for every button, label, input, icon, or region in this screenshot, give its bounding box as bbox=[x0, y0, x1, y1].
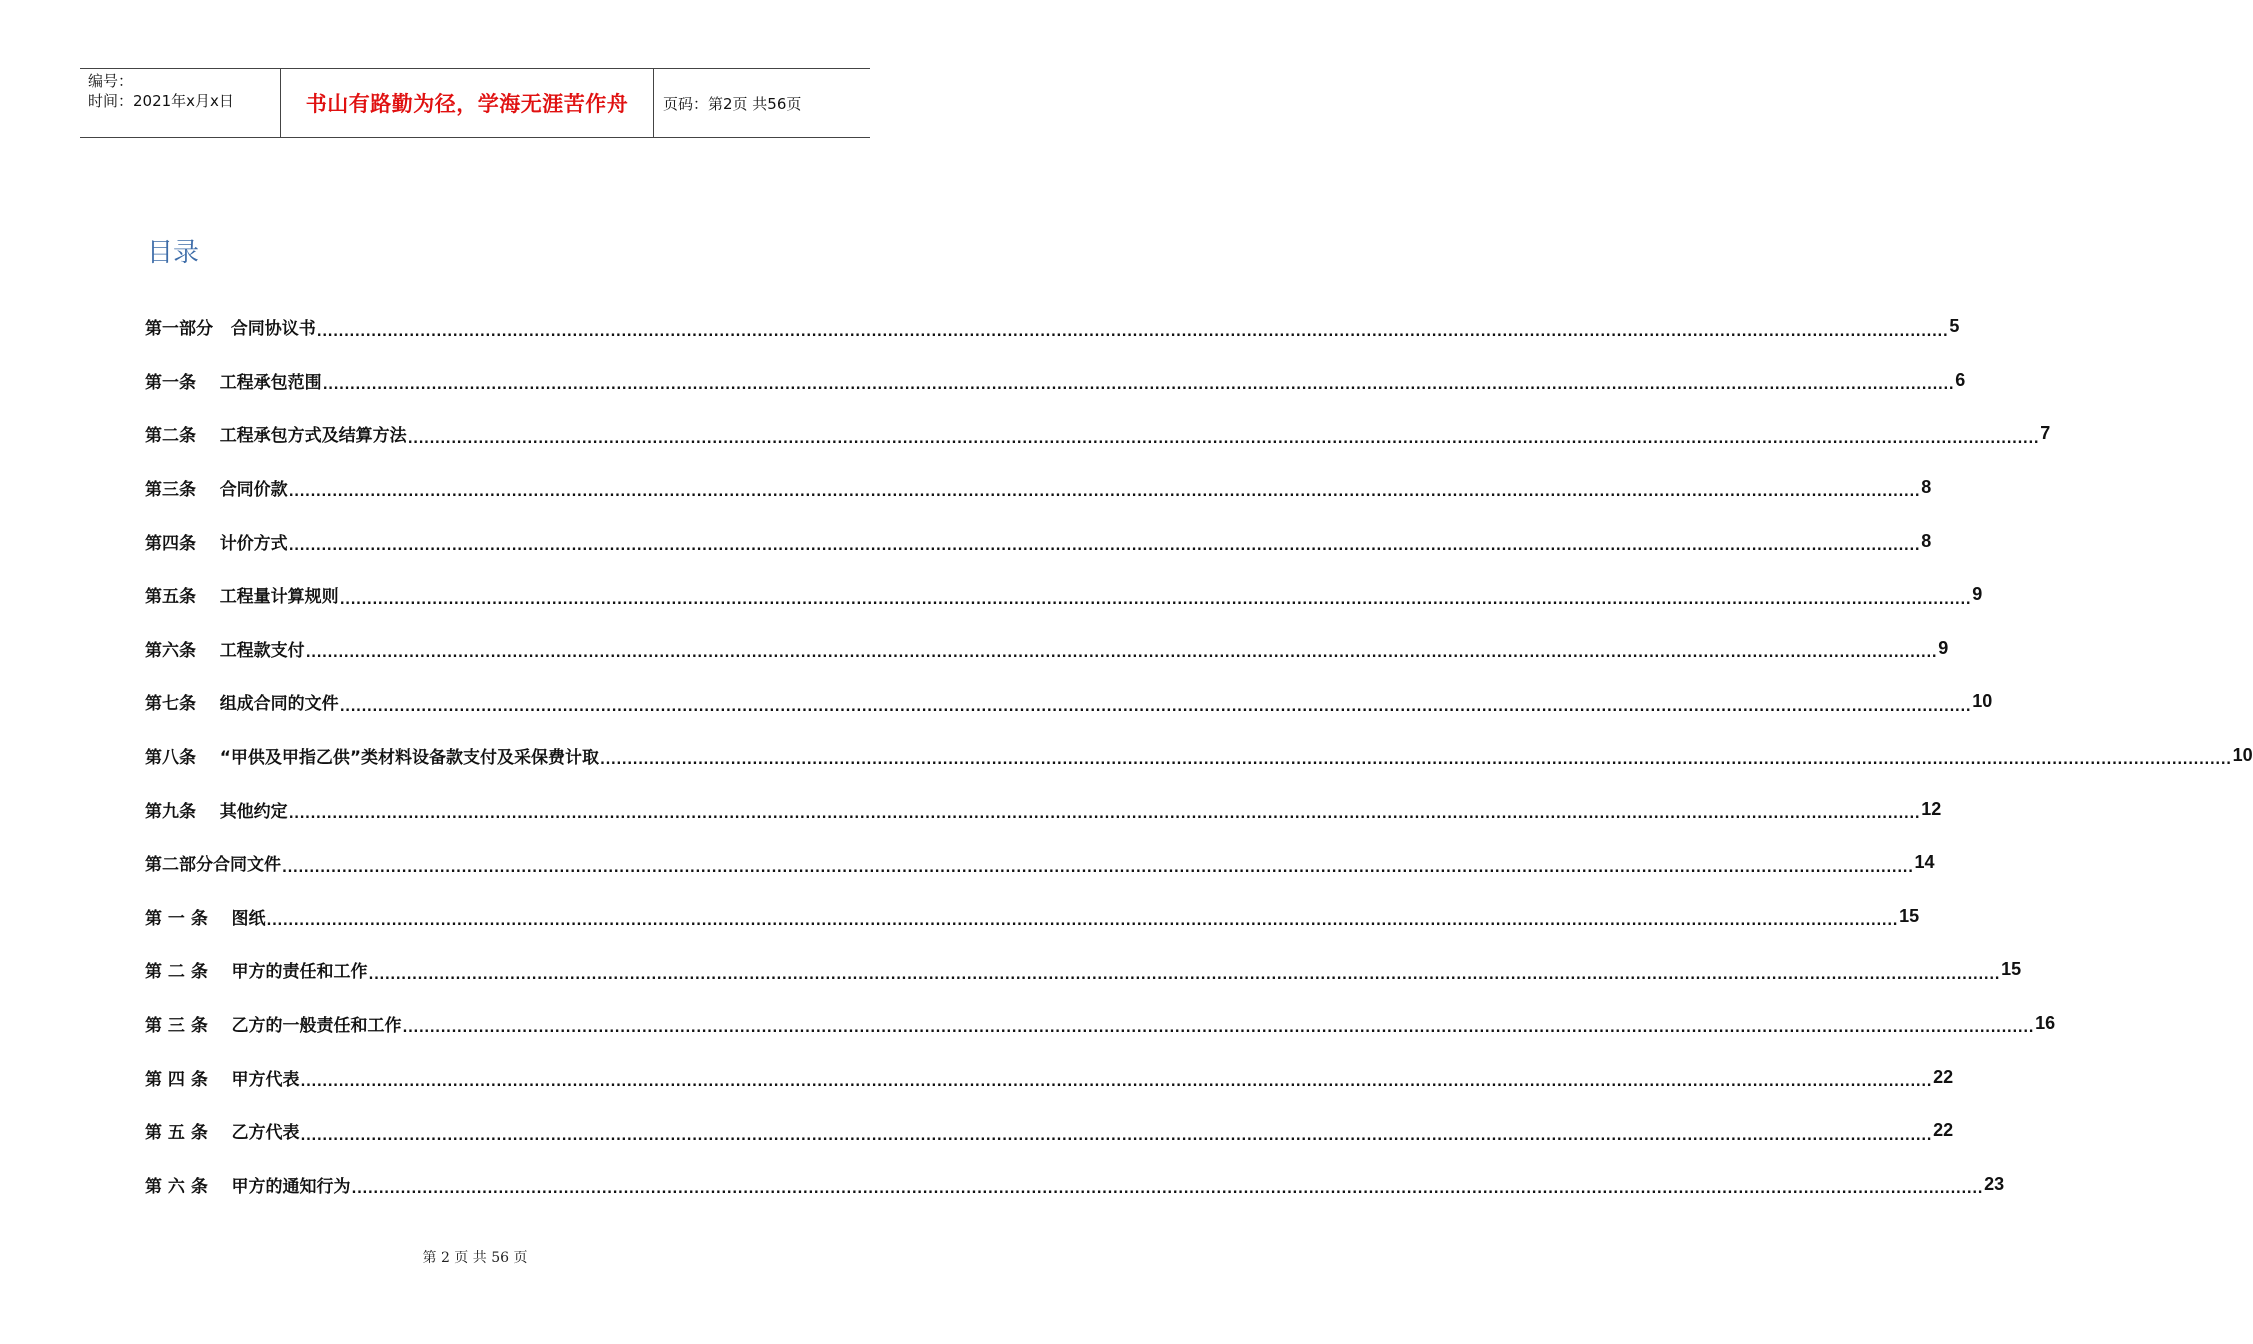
toc-dot-leader: ............................................................................................................................................................................................................................................................................................................ bbox=[351, 1182, 1984, 1198]
toc-entry-number: 第五条 bbox=[145, 587, 196, 608]
number-label: 编号： bbox=[88, 72, 134, 90]
toc-entry-page: 14 bbox=[1914, 852, 1935, 873]
toc-dot-leader: ............................................................................................................................................................................................................................................................................................................ bbox=[288, 485, 1921, 501]
toc-entry[interactable] bbox=[145, 407, 2051, 461]
toc-entry-title: 甲方代表 bbox=[231, 1069, 300, 1090]
toc-entry-number: 第二条 bbox=[145, 426, 196, 447]
toc-entry-page: 9 bbox=[1972, 584, 1983, 605]
toc-entry[interactable] bbox=[145, 568, 1983, 622]
toc-entry-page: 12 bbox=[1921, 798, 1942, 819]
toc-dot-leader: ............................................................................................................................................................................................................................................................................................................ bbox=[266, 914, 1899, 930]
toc-entry-page: 5 bbox=[1949, 316, 1960, 337]
toc-entry-page: 22 bbox=[1933, 1066, 1954, 1087]
toc-dot-leader: ............................................................................................................................................................................................................................................................................................................ bbox=[300, 1128, 1933, 1144]
toc-entry-title: 工程承包范围 bbox=[219, 372, 322, 393]
toc-entry[interactable] bbox=[145, 943, 2022, 997]
toc-entry[interactable] bbox=[145, 514, 1932, 568]
toc-entry-page: 10 bbox=[2232, 745, 2253, 766]
toc-dot-leader: ............................................................................................................................................................................................................................................................................................................ bbox=[339, 699, 1972, 715]
toc-entry-page: 16 bbox=[2035, 1013, 2056, 1034]
toc-entry[interactable] bbox=[145, 729, 2253, 783]
toc-entry-page: 9 bbox=[1938, 637, 1949, 658]
toc-dot-leader: ............................................................................................................................................................................................................................................................................................................ bbox=[288, 538, 1921, 554]
toc-entry-title: 工程承包方式及结算方法 bbox=[219, 426, 407, 447]
table-of-contents bbox=[145, 300, 2253, 1211]
toc-dot-leader: ............................................................................................................................................................................................................................................................................................................ bbox=[300, 1074, 1933, 1090]
toc-dot-leader: ............................................................................................................................................................................................................................................................................................................ bbox=[282, 860, 1914, 876]
toc-entry-number: 第一部分 bbox=[145, 319, 213, 340]
toc-entry-number: 第 四 条 bbox=[145, 1069, 208, 1090]
toc-dot-leader: ............................................................................................................................................................................................................................................................................................................ bbox=[339, 592, 1972, 608]
time-label: 时间：2021年x月x日 bbox=[88, 92, 234, 110]
toc-entry[interactable] bbox=[145, 782, 1942, 836]
toc-entry-title: 工程款支付 bbox=[219, 640, 305, 661]
page-header bbox=[80, 68, 870, 138]
toc-entry-number: 第 二 条 bbox=[145, 962, 208, 983]
toc-entry-number: 第 三 条 bbox=[145, 1016, 208, 1037]
toc-entry[interactable] bbox=[145, 675, 1993, 729]
toc-entry-page: 15 bbox=[1899, 905, 1920, 926]
toc-entry-title: “甲供及甲指乙供”类材料设备款支付及采保费计取 bbox=[219, 748, 600, 769]
toc-entry-number: 第二部分合同文件 bbox=[145, 855, 281, 876]
toc-entry-page: 8 bbox=[1921, 530, 1932, 551]
toc-entry-page: 22 bbox=[1933, 1120, 1954, 1141]
toc-dot-leader: ............................................................................................................................................................................................................................................................................................................ bbox=[288, 806, 1921, 822]
toc-entry-page: 7 bbox=[2040, 423, 2051, 444]
toc-entry-page: 23 bbox=[1984, 1173, 2005, 1194]
toc-entry-number: 第七条 bbox=[145, 694, 196, 715]
toc-entry-page: 10 bbox=[1972, 691, 1993, 712]
toc-entry-title: 图纸 bbox=[231, 908, 266, 929]
toc-entry[interactable] bbox=[145, 300, 1960, 354]
toc-entry-title: 合同价款 bbox=[219, 480, 288, 501]
header-left-cell bbox=[80, 69, 281, 137]
toc-entry-title: 组成合同的文件 bbox=[219, 694, 339, 715]
toc-entry-number: 第九条 bbox=[145, 801, 196, 822]
toc-entry[interactable] bbox=[145, 1104, 1954, 1158]
toc-entry-number: 第 五 条 bbox=[145, 1123, 208, 1144]
toc-entry[interactable] bbox=[145, 461, 1932, 515]
toc-entry-number: 第 六 条 bbox=[145, 1176, 208, 1197]
toc-entry-page: 15 bbox=[2001, 959, 2022, 980]
toc-entry-title: 合同协议书 bbox=[230, 319, 316, 340]
toc-entry-number: 第六条 bbox=[145, 640, 196, 661]
toc-entry[interactable] bbox=[145, 622, 1949, 676]
toc-entry[interactable] bbox=[145, 354, 1966, 408]
page-footer: 第 2 页 共 56 页 bbox=[422, 1250, 528, 1266]
toc-entry-title: 工程量计算规则 bbox=[219, 587, 339, 608]
toc-entry-title: 计价方式 bbox=[219, 533, 288, 554]
toc-title: 目录 bbox=[147, 238, 200, 268]
toc-dot-leader: ............................................................................................................................................................................................................................................................................................................ bbox=[305, 646, 1938, 662]
toc-dot-leader: ............................................................................................................................................................................................................................................................................................................ bbox=[368, 967, 2001, 983]
toc-entry-page: 8 bbox=[1921, 477, 1932, 498]
toc-entry-title: 乙方代表 bbox=[231, 1123, 300, 1144]
toc-entry-title: 甲方的责任和工作 bbox=[231, 962, 368, 983]
toc-dot-leader: ............................................................................................................................................................................................................................................................................................................ bbox=[316, 324, 1949, 340]
toc-entry-number: 第 一 条 bbox=[145, 908, 208, 929]
toc-entry-number: 第一条 bbox=[145, 372, 196, 393]
toc-entry[interactable] bbox=[145, 997, 2056, 1051]
toc-entry[interactable] bbox=[145, 1158, 2005, 1212]
header-page-info: 页码：第2页 共56页 bbox=[663, 94, 802, 113]
toc-entry-number: 第八条 bbox=[145, 748, 196, 769]
header-motto: 书山有路勤为径，学海无涯苦作舟 bbox=[281, 69, 654, 137]
toc-entry-title: 甲方的通知行为 bbox=[231, 1176, 351, 1197]
toc-entry[interactable] bbox=[145, 1050, 1954, 1104]
toc-dot-leader: ............................................................................................................................................................................................................................................................................................................ bbox=[600, 753, 2232, 769]
toc-dot-leader: ............................................................................................................................................................................................................................................................................................................ bbox=[402, 1021, 2035, 1037]
toc-entry[interactable] bbox=[145, 890, 1920, 944]
toc-entry-title: 其他约定 bbox=[219, 801, 288, 822]
toc-dot-leader: ............................................................................................................................................................................................................................................................................................................ bbox=[322, 378, 1955, 394]
toc-dot-leader: ............................................................................................................................................................................................................................................................................................................ bbox=[407, 431, 2040, 447]
toc-entry-number: 第三条 bbox=[145, 480, 196, 501]
toc-entry[interactable] bbox=[145, 836, 1935, 890]
toc-entry-number: 第四条 bbox=[145, 533, 196, 554]
toc-entry-title: 乙方的一般责任和工作 bbox=[231, 1016, 402, 1037]
toc-entry-page: 6 bbox=[1955, 369, 1966, 390]
